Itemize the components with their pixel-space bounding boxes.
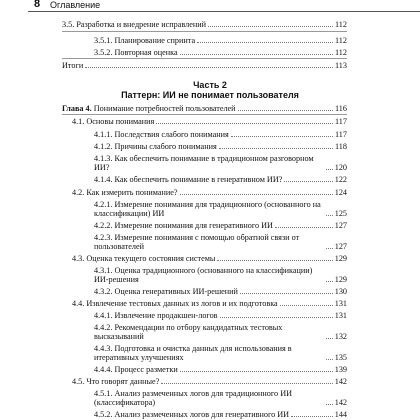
running-title: Оглавление bbox=[50, 0, 101, 10]
toc-entry[interactable]: 4.2. Как измерить понимание? 124 bbox=[72, 188, 347, 197]
chapter-entry[interactable]: Глава 4. Понимание потребностей пользователей 116 bbox=[62, 104, 347, 113]
toc-entry[interactable]: 4.2.1. Измерение понимания для традиционного (основанного на классификации) ИИ 125 bbox=[94, 200, 347, 218]
toc-entry[interactable]: 4.3.2. Оценка генеративных ИИ-решений 130 bbox=[94, 287, 347, 296]
toc-entry[interactable]: Итоги 113 bbox=[62, 61, 347, 70]
chapter-prefix: Глава 4. bbox=[62, 104, 92, 113]
toc-entry[interactable]: 4.5.2. Анализ размеченных логов для генеративного ИИ 144 bbox=[94, 410, 347, 419]
toc-entry[interactable]: 4.4.4. Процесс разметки 139 bbox=[94, 365, 347, 374]
toc-entry[interactable]: 4.1.3. Как обеспечить понимание в традиционном разговорном ИИ? 120 bbox=[94, 154, 347, 172]
toc-entry[interactable]: 4.1.4. Как обеспечить понимание в генеративном ИИ? 122 bbox=[94, 175, 347, 184]
toc-entry[interactable]: 4.4. Извлечение тестовых данных из логов и их подготовка 131 bbox=[72, 299, 347, 308]
part-title: Паттерн: ИИ не понимает пользователя bbox=[121, 90, 299, 100]
chapter-title: Понимание потребностей пользователей bbox=[93, 104, 236, 113]
separator bbox=[62, 31, 347, 32]
toc-entry[interactable]: 3.5.1. Планирование спринта 112 bbox=[94, 36, 347, 45]
toc-entry[interactable]: 4.4.3. Подготовка и очистка данных для использования в итеративных улучшениях 135 bbox=[94, 344, 347, 362]
separator bbox=[62, 58, 347, 59]
toc-entry[interactable]: 4.4.1. Извлечение продакшен-логов 131 bbox=[94, 311, 347, 320]
separator bbox=[62, 114, 347, 115]
toc-entry[interactable]: 4.3. Оценка текущего состояния системы 129 bbox=[72, 254, 347, 263]
page-header bbox=[28, 0, 420, 12]
toc-entry[interactable]: 4.5.1. Анализ размеченных логов для традиционного ИИ (классификатора) 142 bbox=[94, 389, 347, 407]
toc-entry[interactable]: 4.1.1. Последствия слабого понимания 117 bbox=[94, 130, 347, 139]
part-label: Часть 2 bbox=[193, 80, 227, 90]
toc-entry[interactable]: 4.2.3. Измерение понимания с помощью обратной связи от пользователей 127 bbox=[94, 233, 347, 251]
toc-entry[interactable]: 3.5. Разработка и внедрение исправлений 112 bbox=[62, 20, 347, 29]
toc-entry[interactable]: 4.2.2. Измерение понимания для генеративного ИИ 127 bbox=[94, 221, 347, 230]
page-number: 8 bbox=[34, 0, 41, 10]
toc-entry[interactable]: 4.5. Что говорят данные? 142 bbox=[72, 377, 347, 386]
toc-entry[interactable]: 3.5.2. Повторная оценка 112 bbox=[94, 48, 347, 57]
toc-entry[interactable]: 4.1. Основы понимания 117 bbox=[72, 117, 347, 126]
toc-entry[interactable]: 4.3.1. Оценка традиционного (основанного на классификации) ИИ-решения 129 bbox=[94, 266, 347, 284]
toc-entry[interactable]: 4.1.2. Причины слабого понимания 118 bbox=[94, 142, 347, 151]
toc-entry[interactable]: 4.4.2. Рекомендации по отбору кандидатных тестовых высказываний 132 bbox=[94, 323, 347, 341]
